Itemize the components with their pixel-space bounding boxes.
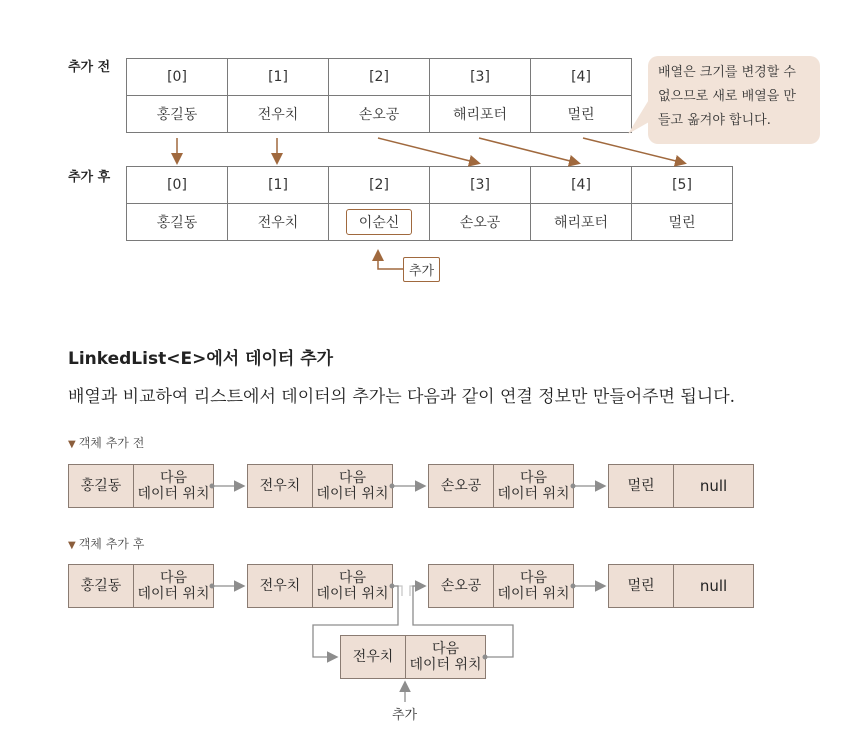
array-before-index: [4] (531, 59, 632, 96)
after-object-label: ▼ 객체 추가 후 (68, 537, 145, 551)
array-after-value: 홍길동 (127, 204, 228, 241)
inserted-value: 이순신 (346, 209, 413, 235)
callout-line: 없으므로 새로 배열을 만 (658, 89, 796, 104)
node-data: 홍길동 (68, 564, 134, 608)
array-after-index: [2] (329, 167, 430, 204)
array-before-value: 멀린 (531, 96, 632, 133)
array-before-index: [2] (329, 59, 430, 96)
node-data: 전우치 (340, 635, 406, 679)
before-object-label: ▼ 객체 추가 전 (68, 436, 145, 450)
array-after-value: 해리포터 (531, 204, 632, 241)
array-before-value: 홍길동 (127, 96, 228, 133)
callout-line: 배열은 크기를 변경할 수 (658, 65, 796, 80)
shift-arrow (583, 138, 684, 163)
node-next: 다음 데이터 위치 (312, 464, 393, 508)
array-after-value: 멀린 (632, 204, 733, 241)
array-after-index: [5] (632, 167, 733, 204)
list-add-label: 추가 (392, 708, 418, 723)
array-after-value: 손오공 (430, 204, 531, 241)
node-next: 다음 데이터 위치 (133, 464, 214, 508)
node-next: 다음 데이터 위치 (493, 564, 574, 608)
triangle-icon: ▼ (68, 540, 76, 551)
node-next: 다음 데이터 위치 (405, 635, 486, 679)
array-before-index: [0] (127, 59, 228, 96)
shift-arrow (378, 138, 478, 163)
node-null: null (673, 564, 754, 608)
node-data: 멀린 (608, 464, 674, 508)
callout-pointer (628, 98, 656, 134)
array-after-index: [4] (531, 167, 632, 204)
array-before-value: 해리포터 (430, 96, 531, 133)
array-after-index: [1] (228, 167, 329, 204)
node-data: 전우치 (247, 564, 313, 608)
node-next: 다음 데이터 위치 (133, 564, 214, 608)
node-data: 홍길동 (68, 464, 134, 508)
array-after-index: [3] (430, 167, 531, 204)
node-data: 손오공 (428, 564, 494, 608)
array-before-value: 손오공 (329, 96, 430, 133)
list-arrows (0, 420, 865, 740)
section-description: 배열과 비교하여 리스트에서 데이터의 추가는 다음과 같이 연결 정보만 만들어주면 됩니다. (68, 387, 736, 407)
before-add-label: 추가 전 (68, 60, 111, 75)
array-after-value: 전우치 (228, 204, 329, 241)
callout-line: 들고 옮겨야 합니다. (658, 113, 771, 128)
array-before-value: 전우치 (228, 96, 329, 133)
add-arrow (378, 252, 403, 269)
node-data: 전우치 (247, 464, 313, 508)
node-next: 다음 데이터 위치 (493, 464, 574, 508)
array-arrows (0, 0, 865, 300)
node-data: 손오공 (428, 464, 494, 508)
node-null: null (673, 464, 754, 508)
node-data: 멀린 (608, 564, 674, 608)
after-add-label: 추가 후 (68, 170, 111, 185)
array-before-index: [1] (228, 59, 329, 96)
array-add-label: 추가 (403, 257, 440, 282)
section-title: LinkedList<E>에서 데이터 추가 (68, 349, 334, 369)
array-before-index: [3] (430, 59, 531, 96)
triangle-icon: ▼ (68, 439, 76, 450)
array-after-index: [0] (127, 167, 228, 204)
node-next: 다음 데이터 위치 (312, 564, 393, 608)
shift-arrow (479, 138, 578, 163)
